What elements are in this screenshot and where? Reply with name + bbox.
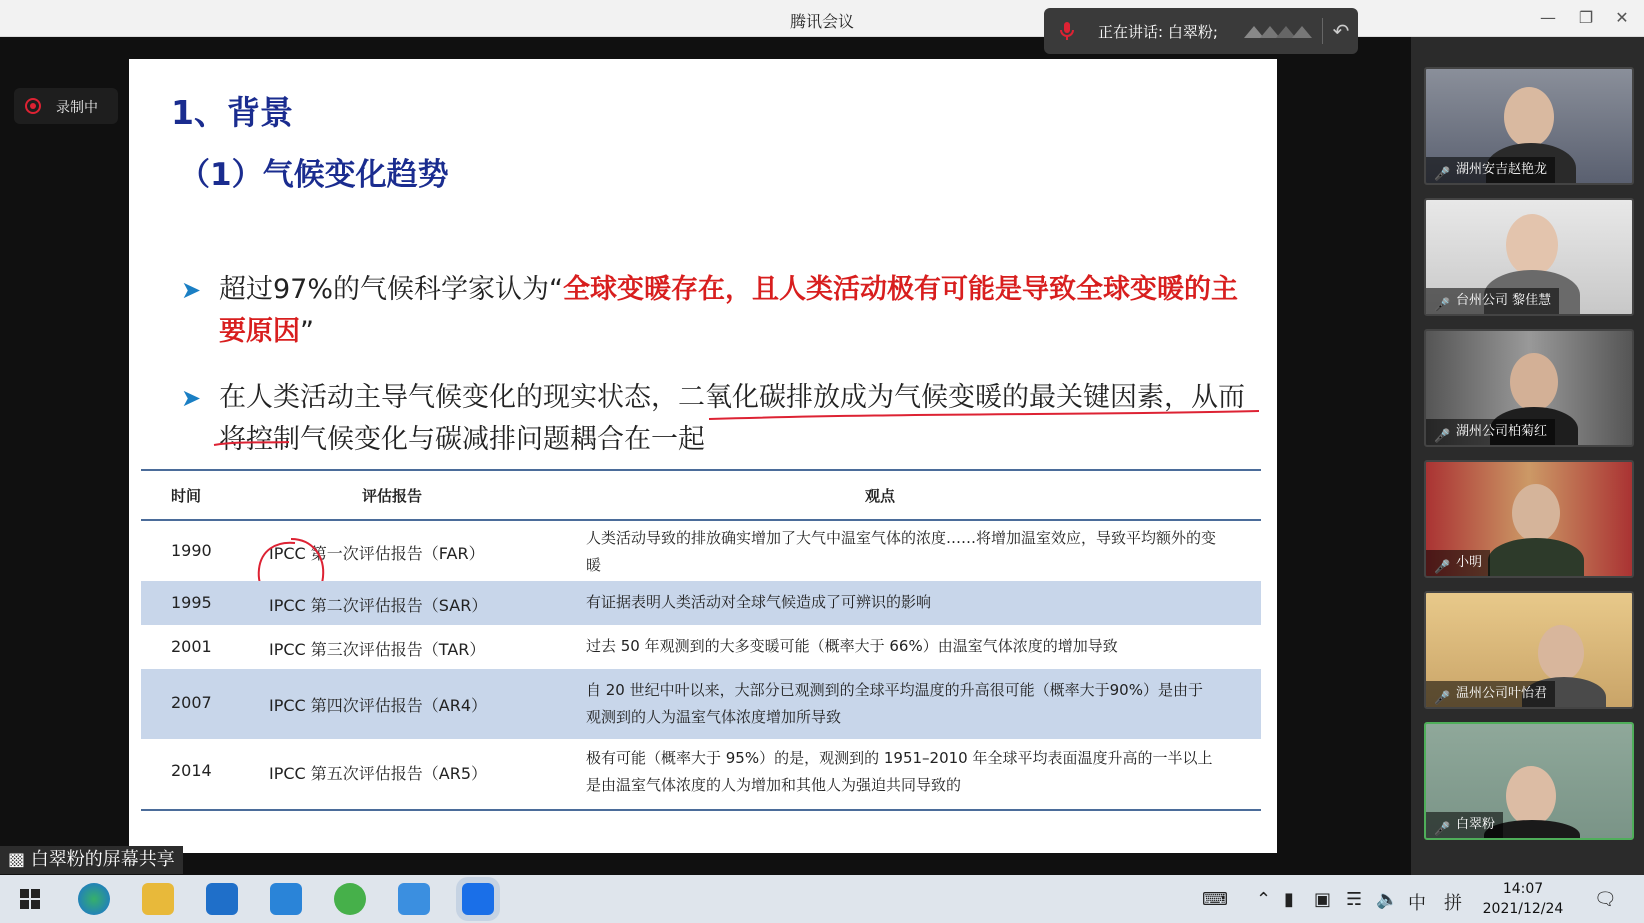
row-year: 2014 <box>171 761 212 780</box>
row-view: 有证据表明人类活动对全球气候造成了可辨识的影响 <box>586 593 932 611</box>
handwritten-underline-annotation <box>209 389 1269 449</box>
ie-browser-icon[interactable] <box>334 883 366 915</box>
row-view: 过去 50 年观测到的大多变暖可能（概率大于 66%）由温室气体浓度的增加导致 <box>586 637 1118 655</box>
mic-muted-icon: 🎤 <box>1434 167 1451 182</box>
participant-name: 🎤 湖州安吉赵艳龙 <box>1426 157 1555 183</box>
row-year: 2001 <box>171 637 212 656</box>
table-row <box>141 625 1261 669</box>
bullet-1-suffix: ” <box>300 316 314 347</box>
bullet-2-text: 在人类活动主导气候变化的现实状态，二氧化碳排放成为气候变暖的最关键因素，从而将控制气候变化与碳减排问题耦合在一起 <box>219 382 1245 455</box>
mic-muted-icon: 🎤 <box>1434 429 1451 444</box>
tray-app-icon[interactable]: ▣ <box>1314 889 1332 910</box>
table-bottom-rule <box>141 809 1261 811</box>
screen-share-icon: ▩ <box>8 849 26 870</box>
participant-name: 🎤 台州公司 黎佳慧 <box>1426 288 1559 314</box>
recording-label: 录制中 <box>56 100 98 116</box>
screen-share-label <box>0 846 183 874</box>
participant-name: 🎤 小明 <box>1426 550 1490 576</box>
participant-name: 🎤 温州公司叶怡君 <box>1426 681 1555 707</box>
bullet-arrow-icon: ➤ <box>181 276 202 304</box>
file-explorer-icon[interactable] <box>142 883 174 915</box>
back-arrow-icon[interactable]: ↶ <box>1332 19 1350 43</box>
bullet-1-highlight: 全球变暖存在，且人类活动极有可能是导致全球变暖的主要原因 <box>219 274 1238 347</box>
windows-start-icon[interactable] <box>14 883 46 915</box>
row-view: 极有可能（概率大于 95%）的是，观测到的 1951–2010 年全球平均表面温度升高的一半以上是由温室气体浓度的人为增加和其他人为强迫共同导致的 <box>586 749 1213 794</box>
participant-tile[interactable] <box>1424 591 1634 709</box>
table-header <box>141 469 1261 519</box>
volume-icon[interactable]: 🔈 <box>1376 889 1399 910</box>
bullet-1-prefix: 超过97%的气候科学家认为“ <box>219 274 563 305</box>
participant-video <box>1506 214 1558 276</box>
recording-indicator[interactable] <box>14 88 118 124</box>
battery-icon[interactable]: ▮ <box>1284 889 1294 910</box>
row-report: IPCC 第三次评估报告（TAR） <box>269 640 486 659</box>
row-report: IPCC 第五次评估报告（AR5） <box>269 764 488 783</box>
speaking-label: 正在讲话: 白翠粉; <box>1098 23 1218 41</box>
share-label-text: 白翠粉的屏幕共享 <box>30 849 175 870</box>
participant-name: 🎤 湖州公司柏菊红 <box>1426 419 1555 445</box>
mail-icon[interactable] <box>270 883 302 915</box>
mic-muted-icon: 🎤 <box>1434 298 1451 313</box>
row-year: 1995 <box>171 593 212 612</box>
participant-tile[interactable] <box>1424 198 1634 316</box>
close-button[interactable]: ✕ <box>1615 8 1629 27</box>
tencent-meeting-icon[interactable] <box>462 883 494 915</box>
slide-heading: 1、背景 <box>171 93 293 132</box>
participant-video <box>1512 484 1560 542</box>
ime-pinyin[interactable]: 拼 <box>1444 893 1462 914</box>
mic-muted-icon: 🎤 <box>1434 691 1451 706</box>
participant-video <box>1538 625 1584 681</box>
participant-name: 🎤 白翠粉 <box>1426 812 1503 838</box>
row-year: 2007 <box>171 693 212 712</box>
shared-slide <box>129 59 1277 853</box>
participant-video <box>1504 87 1554 147</box>
title-bar <box>0 0 1644 37</box>
row-year: 1990 <box>171 541 212 560</box>
header-view: 观点 <box>865 487 896 505</box>
minimize-button[interactable]: — <box>1540 8 1556 27</box>
restore-button[interactable]: ❐ <box>1578 8 1594 27</box>
wifi-icon[interactable]: ☴ <box>1346 889 1363 910</box>
bullet-arrow-icon: ➤ <box>181 384 202 412</box>
participant-tile[interactable] <box>1424 67 1634 185</box>
participant-tile[interactable] <box>1424 722 1634 840</box>
bullet-1 <box>181 269 1259 353</box>
row-report: IPCC 第二次评估报告（SAR） <box>269 596 488 615</box>
speaking-indicator <box>1044 8 1358 54</box>
participant-video <box>1510 353 1558 411</box>
table-row <box>141 581 1261 625</box>
mic-muted-icon: 🎤 <box>1434 560 1451 575</box>
clock-time: 14:07 <box>1502 881 1544 897</box>
system-clock[interactable] <box>1478 879 1568 919</box>
participant-tile[interactable] <box>1424 329 1634 447</box>
notification-icon[interactable]: 🗨 <box>1594 889 1617 910</box>
speaker-avatars-icon <box>1240 24 1330 40</box>
row-report: IPCC 第一次评估报告（FAR） <box>269 544 485 563</box>
record-icon <box>25 98 41 114</box>
edge-browser-icon[interactable] <box>78 883 110 915</box>
row-view: 自 20 世纪中叶以来，大部分已观测到的全球平均温度的升高很可能（概率大于90%）是由于观测到的人为温室气体浓度增加所导致 <box>586 681 1203 726</box>
whiteboard-icon[interactable] <box>398 883 430 915</box>
row-view: 人类活动导致的排放确实增加了大气中温室气体的浓度……将增加温室效应，导致平均额外的变暖 <box>586 529 1217 574</box>
windows-taskbar <box>0 875 1644 923</box>
divider <box>1322 18 1323 44</box>
row-report: IPCC 第四次评估报告（AR4） <box>269 696 488 715</box>
mic-icon <box>1056 20 1078 42</box>
app-title: 腾讯会议 <box>789 12 854 31</box>
show-hidden-icons-icon[interactable]: ⌃ <box>1256 889 1272 910</box>
slide-subheading: （1）气候变化趋势 <box>179 157 449 193</box>
participant-video <box>1488 538 1584 578</box>
keyboard-icon[interactable]: ⌨ <box>1202 889 1228 910</box>
participant-tile[interactable] <box>1424 460 1634 578</box>
clock-date: 2021/12/24 <box>1482 901 1564 917</box>
mic-icon: 🎤 <box>1434 822 1451 837</box>
table-row <box>141 669 1261 739</box>
header-report: 评估报告 <box>362 487 423 505</box>
table-row <box>141 739 1261 809</box>
store-icon[interactable] <box>206 883 238 915</box>
ime-mode[interactable]: 中 <box>1408 893 1426 914</box>
participant-video <box>1506 766 1556 826</box>
header-time: 时间 <box>171 487 202 505</box>
